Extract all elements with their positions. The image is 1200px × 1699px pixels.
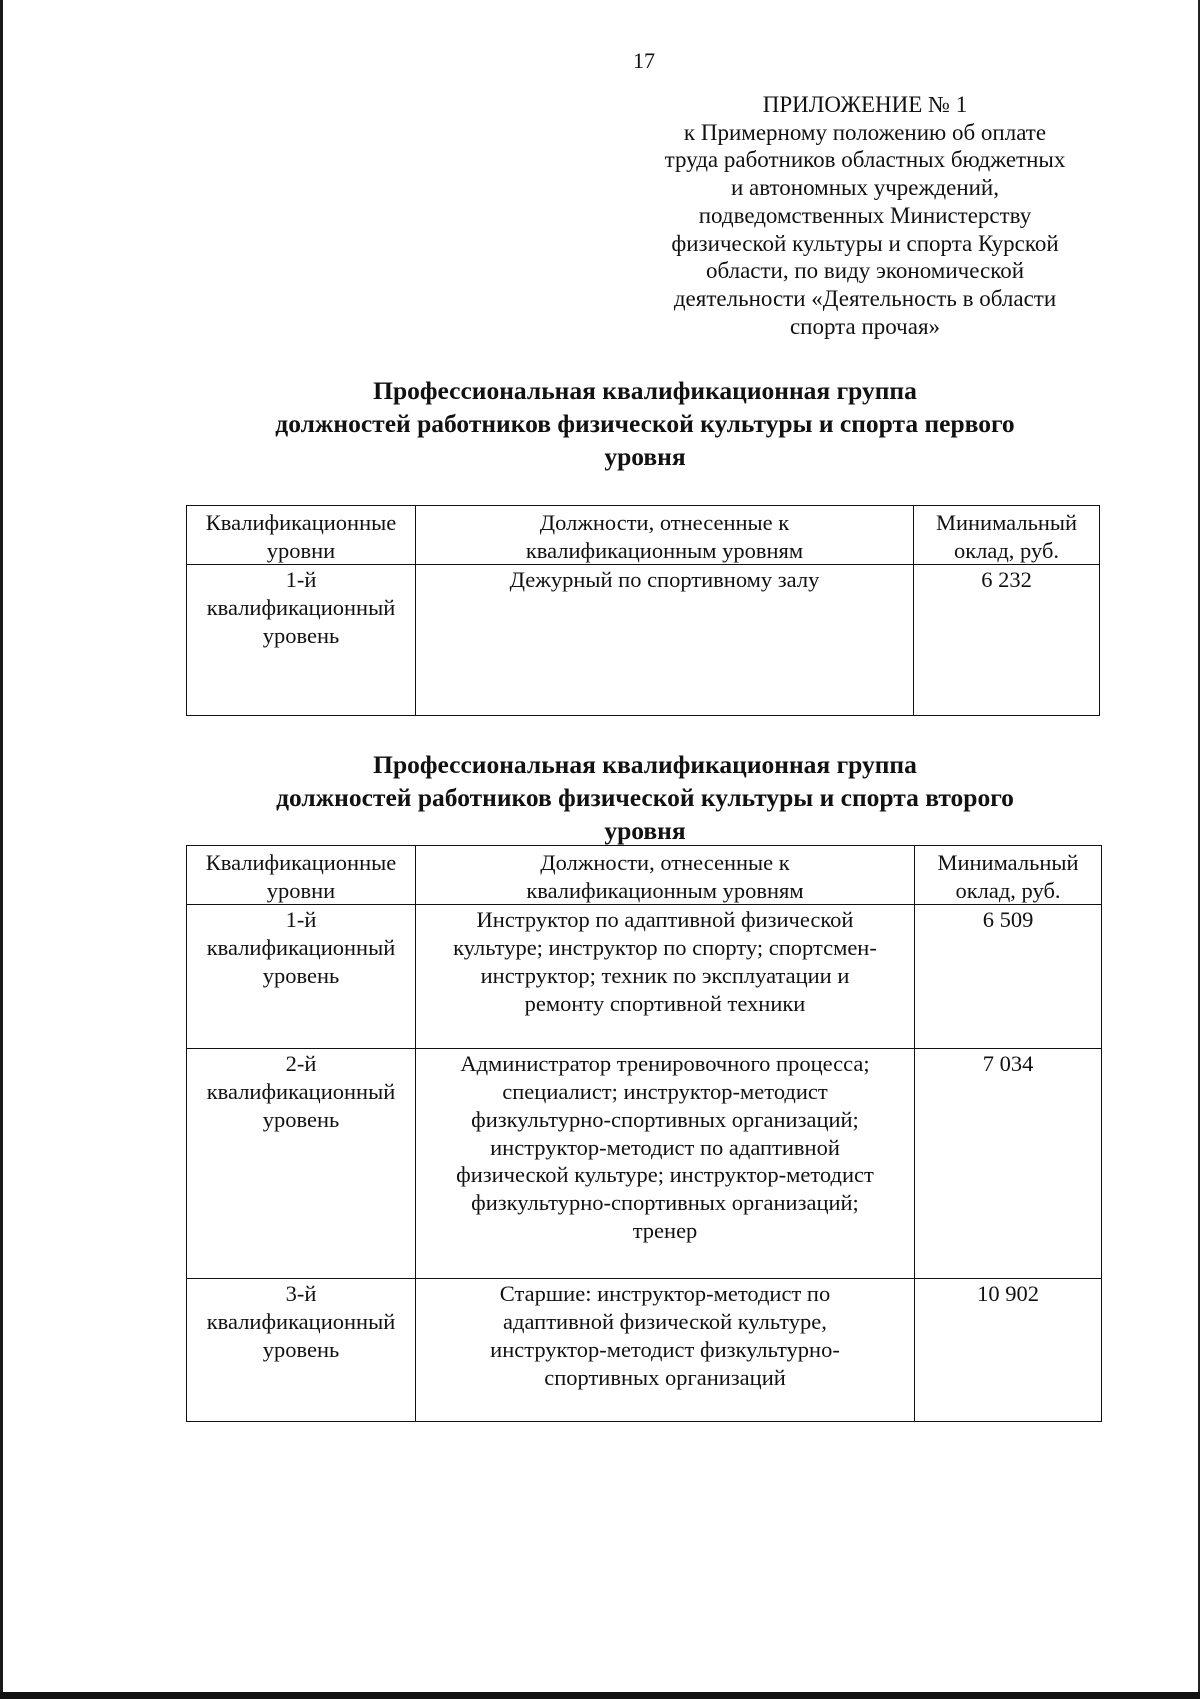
salary-table-first-level <box>186 505 1100 716</box>
header-positions: Должности, отнесенные к квалификационным уровням <box>416 506 914 565</box>
table-row <box>187 905 1102 1049</box>
header-min-salary: Минимальный оклад, руб. <box>914 506 1100 565</box>
positions-cell: Дежурный по спортивному залу <box>416 565 914 716</box>
appendix-line: и автономных учреждений, <box>731 175 999 201</box>
appendix-line: труда работников областных бюджетных <box>664 147 1066 173</box>
positions-cell: Старшие: инструктор-методист по адаптивной физической культуре, инструктор-методист физкультурно- спортивных организаций <box>416 1279 915 1422</box>
section-title-line: должностей работников физической культуры и спорта первого <box>275 409 1015 438</box>
salary-cell: 10 902 <box>915 1279 1102 1422</box>
appendix-line: подведомственных Министерству <box>698 202 1032 228</box>
salary-cell: 6 509 <box>915 905 1102 1049</box>
table-header-row <box>187 506 1100 565</box>
header-qualification-levels: Квалификационные уровни <box>187 506 416 565</box>
level-cell: 3-й квалификационный уровень <box>187 1279 416 1422</box>
section-title-line: Профессиональная квалификационная группа <box>373 750 917 779</box>
section-title-line: уровня <box>604 816 686 845</box>
salary-table-second-level <box>186 845 1102 1422</box>
positions-cell: Инструктор по адаптивной физической культуре; инструктор по спорту; спортсмен- инструктор; техник по эксплуатации и ремонту спортивной техники <box>416 905 915 1049</box>
table-header-row <box>187 846 1102 905</box>
header-min-salary: Минимальный оклад, руб. <box>915 846 1102 905</box>
appendix-line: ПРИЛОЖЕНИЕ № 1 <box>762 92 968 117</box>
appendix-line: деятельности «Деятельность в области <box>673 285 1057 311</box>
section-title-line: должностей работников физической культуры и спорта второго <box>276 783 1014 812</box>
header-positions: Должности, отнесенные к квалификационным уровням <box>416 846 915 905</box>
header-qualification-levels: Квалификационные уровни <box>187 846 416 905</box>
appendix-line: области, по виду экономической <box>705 258 1025 284</box>
appendix-line: спорта прочая» <box>789 313 941 339</box>
level-cell: 1-й квалификационный уровень <box>187 905 416 1049</box>
page-number: 17 <box>633 48 655 73</box>
table-row <box>187 565 1100 716</box>
appendix-line: физической культуры и спорта Курской <box>671 230 1059 256</box>
appendix-header <box>640 91 1090 340</box>
salary-cell: 6 232 <box>914 565 1100 716</box>
level-cell: 1-й квалификационный уровень <box>187 565 416 716</box>
section-title-line: уровня <box>604 442 686 471</box>
section-title-first-level <box>190 374 1100 473</box>
table-row <box>187 1279 1102 1422</box>
section-title-second-level <box>190 748 1100 847</box>
salary-cell: 7 034 <box>915 1049 1102 1279</box>
table-row <box>187 1049 1102 1279</box>
appendix-line: к Примерному положению об оплате <box>683 119 1047 145</box>
section-title-line: Профессиональная квалификационная группа <box>373 376 917 405</box>
level-cell: 2-й квалификационный уровень <box>187 1049 416 1279</box>
scan-border-left <box>0 0 3 1699</box>
positions-cell: Администратор тренировочного процесса; специалист; инструктор-методист физкультурно-спортивных организаций; инструктор-методист по адаптивной физической культуре; инструктор-методист физкультурно-спортивных организаций; тренер <box>416 1049 915 1279</box>
scan-border-bottom <box>0 1692 1200 1699</box>
